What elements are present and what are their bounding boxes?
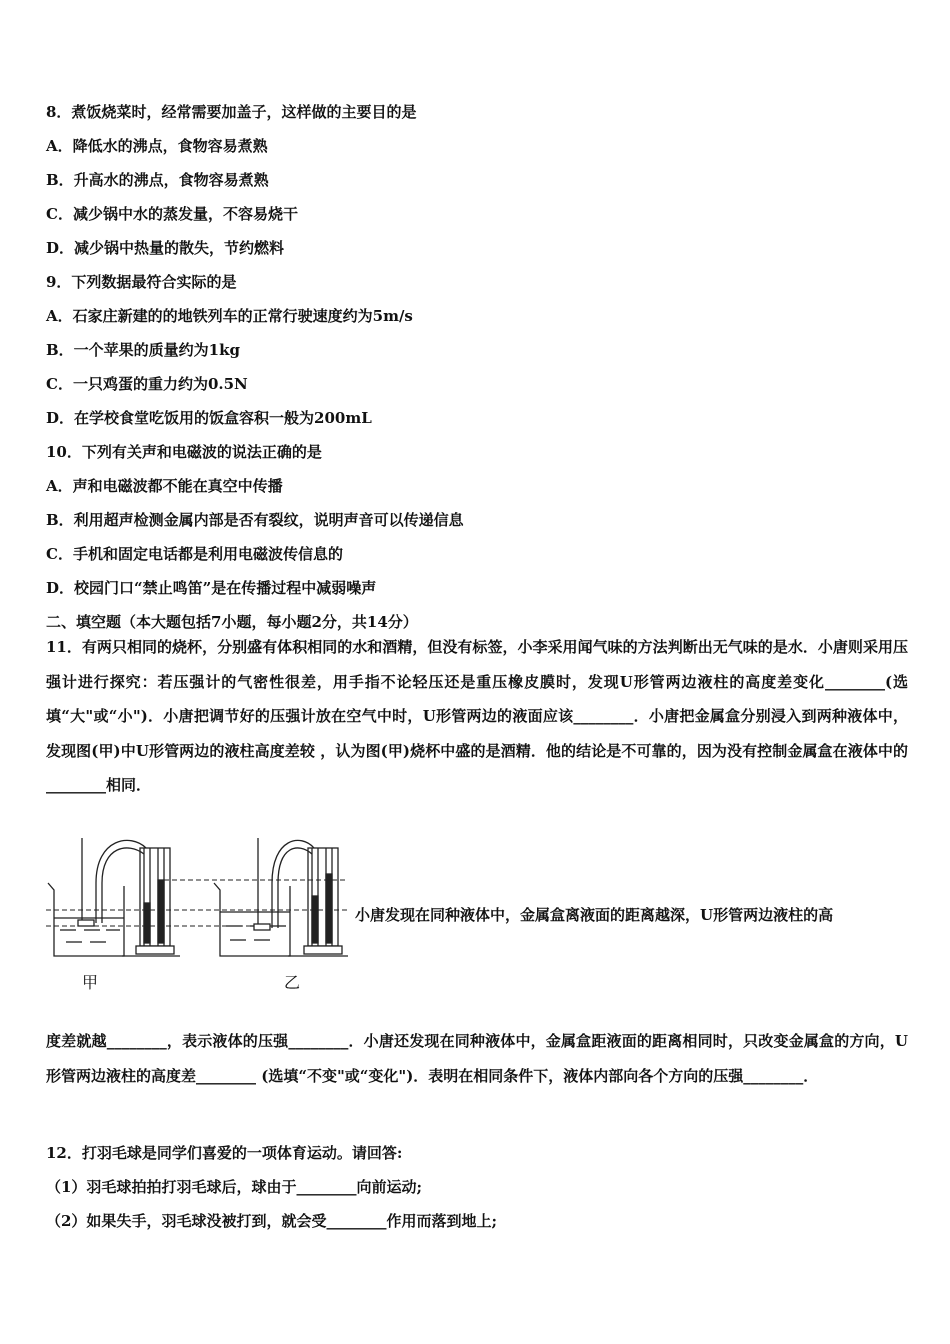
pressure-gauge-figure (46, 828, 356, 1002)
q9-option-b: B．一个苹果的质量约为1kg (46, 341, 240, 359)
q11-side-text: 小唐发现在同种液体中，金属盒离液面的距离越深，U形管两边液柱的高 (355, 906, 834, 924)
q12-stem: 12．打羽毛球是同学们喜爱的一项体育运动。请回答: (46, 1144, 403, 1162)
q8-stem: 8．煮饭烧菜时，经常需要加盖子，这样做的主要目的是 (46, 103, 417, 121)
q9-stem: 9．下列数据最符合实际的是 (46, 273, 237, 291)
q8-option-b: B．升高水的沸点，食物容易煮熟 (46, 171, 269, 189)
q10-option-c: C．手机和固定电话都是利用电磁波传信息的 (46, 545, 343, 563)
section-heading: 二、填空题（本大题包括7小题，每小题2分，共14分） (46, 613, 418, 631)
q10-option-a: A．声和电磁波都不能在真空中传播 (46, 477, 283, 495)
q11-text-part2: 度差就越________，表示液体的压强________．小唐还发现在同种液体中，金属盒距液面的距离相同时，只改变金属盒的方向，U形管两边液柱的高度差________ (选填“不变"或“变化")．表明在相同条件下，液体内部向各个方向的压强________． (46, 1032, 908, 1085)
q10-option-b: B．利用超声检测金属内部是否有裂纹，说明声音可以传递信息 (46, 511, 464, 529)
q12-part2: （2）如果失手，羽毛球没被打到，就会受________作用而落到地上; (46, 1212, 497, 1230)
q8-option-a: A．降低水的沸点，食物容易煮熟 (46, 137, 268, 155)
q11-text-part1: 11．有两只相同的烧杯，分别盛有体积相同的水和酒精，但没有标签，小李采用闻气味的方法判断出无气味的是水．小唐则采用压强计进行探究：若压强计的气密性很差，用手指不论轻压还是重压橡皮膜时，发现U形管两边液柱的高度差变化________(选填“大"或“小")．小唐把调节好的压强计放在空气中时，U形管两边的液面应该________．小唐把金属盒分别浸入到两种液体中，发现图(甲)中U形管两边的液柱高度差较 ，认为图(甲)烧杯中盛的是酒精．他的结论是不可靠的，因为没有控制金属盒在液体中的________相同． (46, 638, 908, 794)
q12-part1: （1）羽毛球拍拍打羽毛球后，球由于________向前运动; (46, 1178, 422, 1196)
q8-option-d: D．减少锅中热量的散失，节约燃料 (46, 239, 285, 257)
figure-label-yi: 乙 (284, 973, 301, 992)
q9-option-d: D．在学校食堂吃饭用的饭盒容积一般为200mL (46, 409, 372, 427)
figure-label-jia: 甲 (82, 973, 99, 992)
q9-option-c: C．一只鸡蛋的重力约为0.5N (46, 375, 248, 393)
q10-option-d: D．校园门口“禁止鸣笛”是在传播过程中减弱噪声 (46, 579, 377, 597)
q9-option-a: A．石家庄新建的的地铁列车的正常行驶速度约为5m/s (46, 307, 413, 325)
q8-option-c: C．减少锅中水的蒸发量，不容易烧干 (46, 205, 298, 223)
q10-stem: 10．下列有关声和电磁波的说法正确的是 (46, 443, 322, 461)
